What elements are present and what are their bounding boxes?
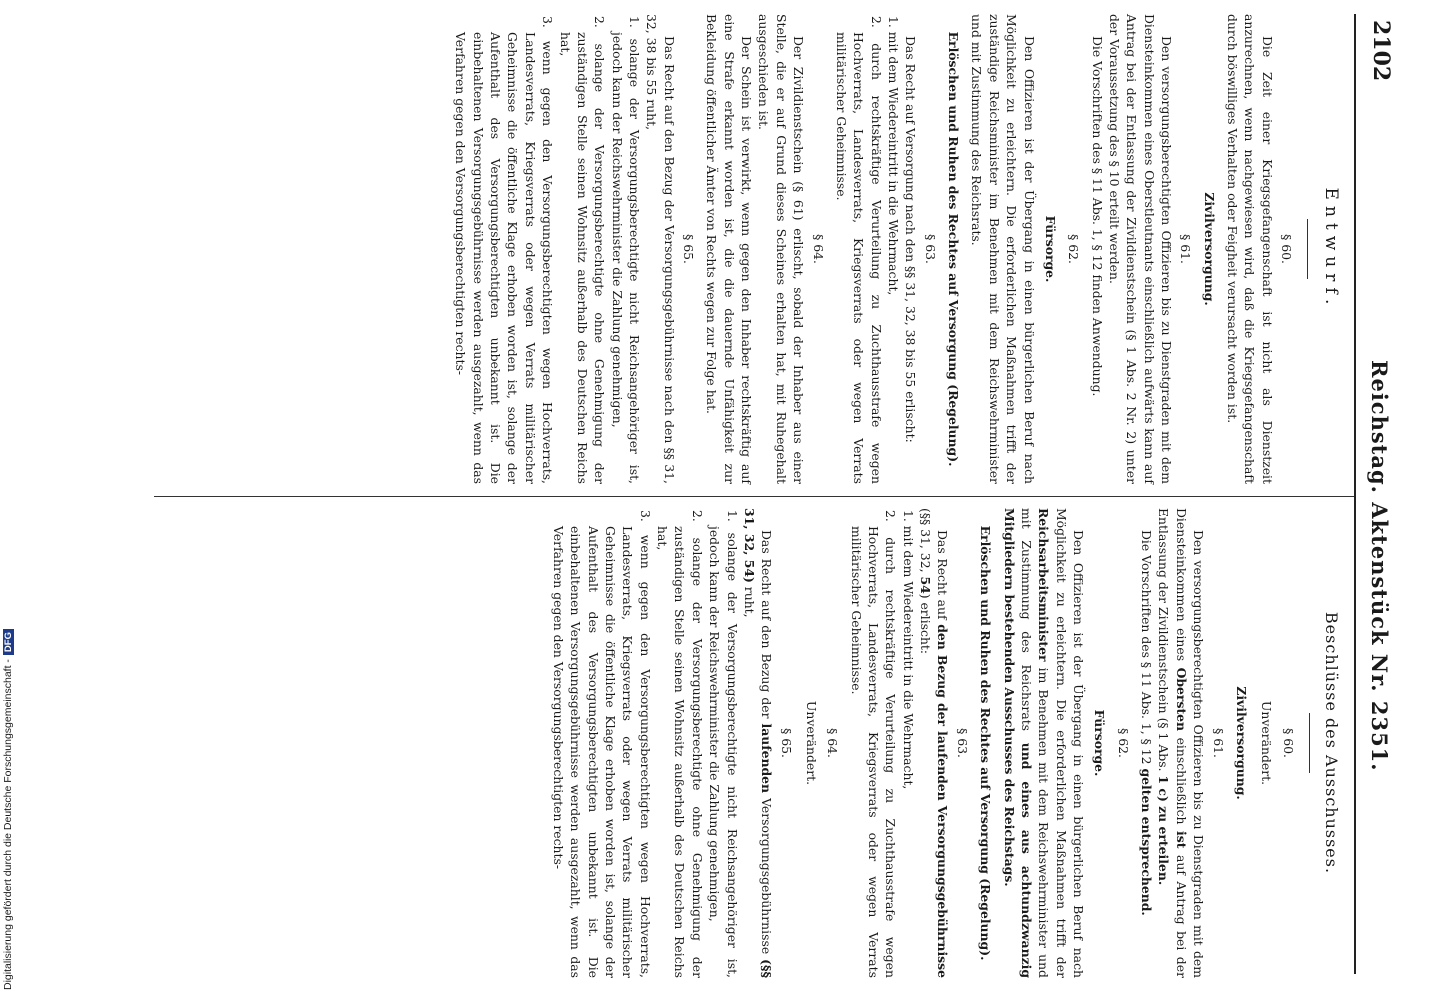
right-column-title: Beschlüsse des Ausschusses. [1322,611,1341,875]
heading-fuersorge: Fürsorge. [1092,709,1108,777]
heading-zivilversorgung: Zivilversorgung. [1201,192,1217,306]
digitization-credit-strip [0,0,22,1000]
running-head: Reichstag. Aktenstück Nr. 2351. [1367,360,1392,772]
column-divider [154,496,1354,497]
dfg-logo: DFG [3,629,14,655]
section-62-text: Den Offizieren ist der Übergang in einen bürgerlichen Beruf nach Möglichkeit zu erleichtern. Die erforderlichen Maßnahmen trifft der Reichsarbeitsminister im Benehmen mit dem Reichswehrminister und mit Zustimmung des Reichsrats und eines aus achtundzwanzig Mitgliedern bestehenden Ausschusses des Reichstags. [1001,508,1087,978]
section-63-item-1: 1. mit dem Wiedereintritt in die Wehrmacht, [886,16,902,296]
section-64: § 64. [825,728,841,758]
section-63: § 63. [922,234,938,264]
section-65-item-1: 1. solange der Versorgungsberechtigte nicht Reichsangehöriger ist, jedoch kann der Reichswehrminister die Zahlung genehmigen, [609,16,642,484]
credit-text: Digitalisierung gefördert durch die Deutsche Forschungsgemeinschaft - [2,659,14,990]
section-63: § 63. [954,728,970,758]
section-60-text: Die Zeit einer Kriegsgefangenschaft ist nicht als Dienstzeit anzurechnen, wenn nachgewiesen wird, daß die Kriegsgefangenschaft durch böswilliges Verhalten oder Feigheit verursacht worden ist. [1225,14,1275,484]
section-63-item-1: 1. mit dem Wiedereintritt in die Wehrmacht, [900,510,916,790]
section-65-item-1: 1. solange der Versorgungsberechtigte nicht Reichsangehöriger ist, jedoch kann der Reichswehrminister die Zahlung genehmigen, [707,510,740,978]
header-rule [1354,14,1356,974]
section-63-text: Das Recht auf Versorgung nach den §§ 31, 32, 38 bis 55 erlischt: [903,36,919,443]
digitization-credit [2,629,14,990]
section-60: § 60. [1279,234,1295,264]
section-64: § 64. [810,234,826,264]
section-65-text: Das Recht auf den Bezug der Versorgungsgebührnisse nach den §§ 31, 32, 38 bis 55 ruht, [644,14,677,484]
section-63-item-2: 2. durch rechtskräftige Verurteilung zu Zuchthausstrafe wegen Hochverrats, Landesverrats, Kriegsverrats oder wegen Verrats militärischer Geheimnisse. [848,510,899,978]
title-rule [1307,219,1308,279]
section-65-item-2: 2. solange der Versorgungsberechtigte ohne Genehmigung der zuständigen Stelle seinen Wohnsitz außerhalb des Deutschen Reichs hat, [557,16,608,484]
section-65: § 65. [681,234,697,264]
page-number: 2102 [1368,20,1394,82]
section-64-text-2: Der Schein ist verwirkt, wenn gegen den Inhaber rechtskräftig auf eine Strafe erkannt worden ist, die die dauernde Unfähigkeit zur Bekleidung öffentlicher Ämter von Rechts wegen zur Folge hat. [704,14,755,484]
section-61-text-2: Die Vorschriften des § 11 Abs. 1, § 12 gelten entsprechend. [1139,530,1155,916]
heading-erloeschen: Erlöschen und Ruhen des Rechtes auf Versorgung (Regelung). [946,31,962,467]
heading-erloeschen: Erlöschen und Ruhen des Rechtes auf Versorgung (Regelung). [978,525,994,961]
section-61-text-2: Die Vorschriften des § 11 Abs. 1, § 12 finden Anwendung. [1089,36,1105,397]
section-60: § 60. [1280,728,1296,758]
section-61: § 61. [1210,728,1226,758]
section-62: § 62. [1115,728,1131,758]
right-column-beschluesse [550,508,1342,978]
unchanged-note: Unverändert. [1259,700,1275,786]
section-65-item-2: 2. solange der Versorgungsberechtigte ohne Genehmigung der zuständigen Stelle seinen Wohnsitz außerhalb des Deutschen Reichs hat, [655,510,705,978]
left-column-title: Entwurf. [1321,187,1341,311]
section-65-text: Das Recht auf den Bezug der laufenden Versorgungsgebührnisse (§§ 31, 32, 54) ruht, [741,508,775,978]
unchanged-note-2: Unverändert. [803,700,819,786]
section-62: § 62. [1066,234,1082,264]
heading-fuersorge: Fürsorge. [1042,215,1058,283]
section-65-item-3: 3. wenn gegen den Versorgungsberechtigten wegen Hochverrats, Landesverrats, Kriegsverrats oder wegen Verrats militärischer Geheimnisse die öffentliche Klage erhoben worden ist, solange der Aufenthalt des Versorgungsberechtigten unbekannt ist. Die einbehaltenen Versorgungsgebührnisse werden ausgezahlt, wenn das Verfahren gegen den Versorgungsberechtigten rechts- [550,510,653,978]
title-rule [1309,713,1310,773]
section-61: § 61. [1178,234,1194,264]
left-column-entwurf [452,14,1342,484]
section-63-item-2: 2. durch rechtskräftige Verurteilung zu Zuchthausstrafe wegen Hochverrats, Landesverrats, Kriegsverrats oder wegen Verrats militärischer Geheimnisse. [833,16,884,484]
section-65: § 65. [778,728,794,758]
section-64-text: Der Zivildienstschein (§ 61) erlischt, sobald der Inhaber aus einer Stelle, die er auf Grund dieses Scheines erhalten hat, mit Ruhegehalt ausgeschieden ist. [756,14,807,484]
heading-zivilversorgung: Zivilversorgung. [1233,686,1249,800]
section-65-item-3: 3. wenn gegen den Versorgungsberechtigten wegen Hochverrats, Landesverrats, Kriegsverrats oder wegen Verrats militärischer Geheimnisse die öffentliche Klage erhoben worden ist, solange der Aufenthalt des Versorgungsberechtigten unbekannt ist. Die einbehaltenen Versorgungsgebührnisse werden ausgezahlt, wenn das Verfahren gegen den Versorgungsberechtigten rechts- [453,16,556,484]
section-63-text: Das Recht auf den Bezug der laufenden Versorgungsgebührnisse (§§ 31, 32, 54) erlischt: [918,508,951,978]
section-61-text: Den versorgungsberechtigten Offizieren bis zu Dienstgraden mit dem Diensteinkommen eines Obersten einschließlich ist auf Antrag bei der Entlassung der Zivildienstschein (§ 1 Abs. 1 c) zu erteilen. [1156,508,1207,978]
section-62-text: Den Offizieren ist der Übergang in einen bürgerlichen Beruf nach Möglichkeit zu erleichtern. Die erforderlichen Maßnahmen trifft der zuständige Reichsminister im Benehmen mit dem Reichswehrminister und mit Zustimmung des Reichsrats. [969,14,1037,484]
section-61-text: Den versorgungsberechtigten Offizieren bis zu Dienstgraden mit dem Diensteinkommen eines Oberstleutnants einschließlich aufwärts kann auf Antrag bei der Entlassung der Zivildienstschein (§ 1 Abs. 2 Nr. 2) unter der Voraussetzung des § 10 erteilt werden. [1106,14,1175,484]
